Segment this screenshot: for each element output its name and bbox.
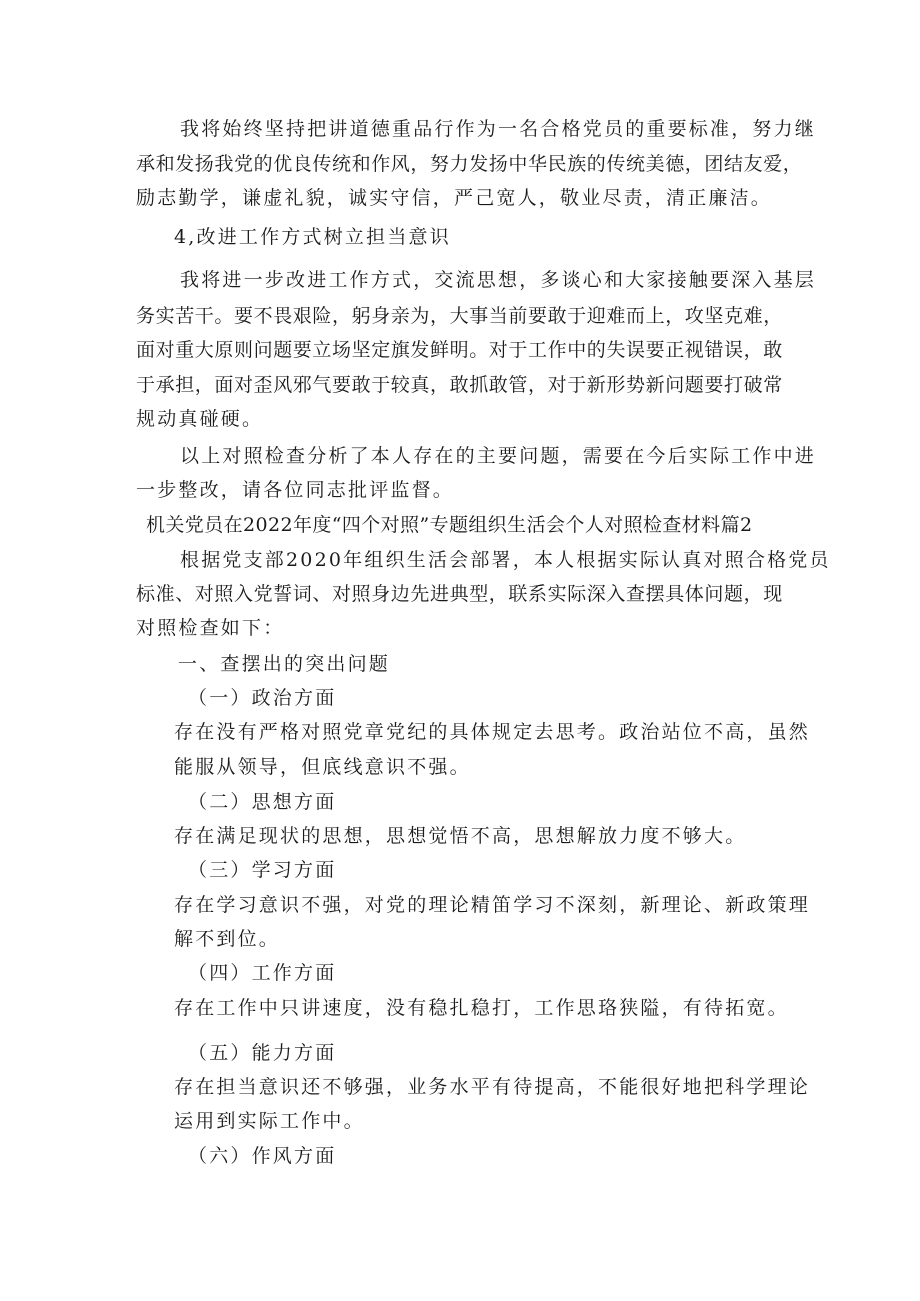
subsection-heading: （三）学习方面 [188, 859, 337, 881]
text-line: 存在担当意识还不够强，业务水平有待提高，不能很好地把科学理论 [174, 1076, 811, 1098]
text-line: 务实苦干。要不畏艰险，躬身亲为，大事当前要敢于迎难而上，攻坚克难， [136, 305, 783, 327]
text-line: 解不到位。 [174, 928, 281, 950]
text-line: 能服从领导，但底线意识不强。 [174, 756, 471, 778]
text-line: 一步整改，请各位同志批评监督。 [136, 479, 455, 501]
text-line: 励志勤学，谦虚礼貌，诚实守信，严己宽人，敬业尽责，清正廉洁。 [136, 187, 773, 209]
text-line: 承和发扬我党的优良传统和作风，努力发扬中华民族的传统美德，团结友爱， [136, 153, 803, 175]
subsection-heading: （五）能力方面 [188, 1042, 337, 1064]
text-line: 存在工作中只讲速度，没有稳扎稳打，工作思珞狭隘，有待拓宽。 [174, 997, 789, 1019]
text-line: 根据党支部2020年组织生活会部署，本人根据实际认真对照合格党员 [180, 549, 831, 571]
section-heading: 4,改进工作方式树立担当意识 [174, 226, 451, 248]
subsection-heading: （二）思想方面 [188, 791, 337, 813]
section-heading: 一、查摆出的突出问题 [178, 653, 391, 675]
text-line: 存在满足现状的思想，思想觉悟不高，思想解放力度不够大。 [174, 825, 747, 847]
subsection-heading: （一）政治方面 [188, 687, 337, 709]
text-line: 存在没有严格对照党章党纪的具体规定去思考。政治站位不高，虽然 [174, 721, 811, 743]
text-line: 我将始终坚持把讲道德重品行作为一名合格党员的重要标准，努力继 [180, 118, 817, 140]
text-line: 以上对照检查分析了本人存在的主要问题，需要在今后实际工作中进 [180, 445, 817, 467]
text-line: 运用到实际工作中。 [174, 1110, 365, 1132]
article-title: 机关党员在2022年度“四个对照”专题组织生活会个人对照检查材料篇2 [146, 514, 753, 536]
text-line: 我将进一步改进工作方式，交流思想，多谈心和大家接触要深入基层 [180, 269, 817, 291]
text-line: 规动真碰硬。 [136, 408, 264, 430]
text-line: 于承担，面对歪风邪气要敢于较真，敢抓敢管，对于新形势新问题要打破常 [136, 374, 783, 396]
subsection-heading: （四）工作方面 [188, 962, 337, 984]
subsection-heading: （六）作风方面 [188, 1145, 337, 1167]
text-line: 面对重大原则问题要立场坚定旗发鲜明。对于工作中的失误要正视错误，敢 [136, 339, 783, 361]
text-line: 标准、对照入党誓词、对照身边先进典型，联系实际深入查摆具体问题，现 [136, 583, 783, 605]
text-line: 存在学习意识不强，对党的理论精笛学习不深刻，新理论、新政策理 [174, 894, 811, 916]
text-line: 对照检查如下： [136, 617, 285, 639]
